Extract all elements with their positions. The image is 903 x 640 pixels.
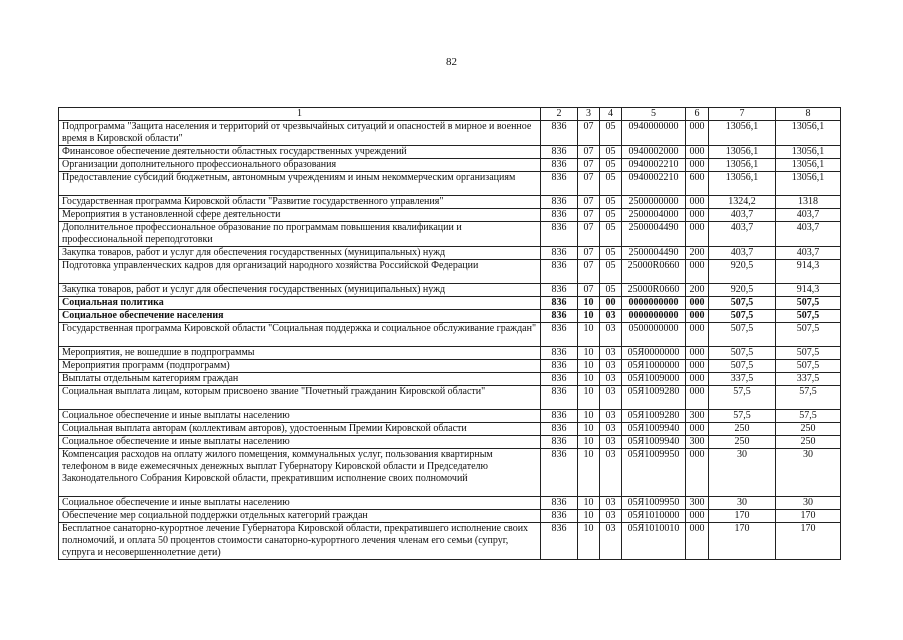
target-article-cell: 0500000000 — [622, 323, 686, 347]
target-article-cell: 0940000000 — [622, 121, 686, 146]
target-article-cell: 2500004490 — [622, 222, 686, 247]
column-header: 7 — [709, 108, 776, 121]
table-row — [59, 209, 841, 222]
amount-year1-cell: 920,5 — [709, 260, 776, 284]
amount-year2-cell: 30 — [776, 497, 841, 510]
admin-code-cell: 836 — [541, 222, 578, 247]
section-cell: 07 — [578, 284, 600, 297]
subsection-cell: 05 — [600, 172, 622, 196]
table-row — [59, 310, 841, 323]
amount-year1-cell: 250 — [709, 423, 776, 436]
table-row — [59, 247, 841, 260]
section-cell: 10 — [578, 449, 600, 497]
admin-code-cell: 836 — [541, 297, 578, 310]
target-article-cell: 05Я1009940 — [622, 423, 686, 436]
expense-type-cell: 000 — [686, 386, 709, 410]
amount-year1-cell: 13056,1 — [709, 159, 776, 172]
row-name-cell: Социальная выплата авторам (коллективам авторов), удостоенным Премии Кировской области — [59, 423, 541, 436]
amount-year2-cell: 337,5 — [776, 373, 841, 386]
subsection-cell: 03 — [600, 510, 622, 523]
target-article-cell: 05Я1009950 — [622, 449, 686, 497]
row-name-cell: Государственная программа Кировской области "Развитие государственного управления" — [59, 196, 541, 209]
amount-year1-cell: 30 — [709, 449, 776, 497]
admin-code-cell: 836 — [541, 310, 578, 323]
subsection-cell: 03 — [600, 347, 622, 360]
row-name-cell: Государственная программа Кировской области "Социальная поддержка и социальное обслуживание граждан" — [59, 323, 541, 347]
subsection-cell: 05 — [600, 222, 622, 247]
section-cell: 10 — [578, 297, 600, 310]
table-row — [59, 196, 841, 209]
amount-year2-cell: 250 — [776, 423, 841, 436]
subsection-cell: 05 — [600, 260, 622, 284]
row-name-cell: Закупка товаров, работ и услуг для обеспечения государственных (муниципальных) нужд — [59, 247, 541, 260]
table-row — [59, 497, 841, 510]
section-cell: 10 — [578, 386, 600, 410]
admin-code-cell: 836 — [541, 423, 578, 436]
amount-year2-cell: 57,5 — [776, 386, 841, 410]
subsection-cell: 05 — [600, 284, 622, 297]
admin-code-cell: 836 — [541, 323, 578, 347]
expense-type-cell: 000 — [686, 347, 709, 360]
row-name-cell: Социальное обеспечение и иные выплаты населению — [59, 436, 541, 449]
expense-type-cell: 000 — [686, 260, 709, 284]
amount-year2-cell: 13056,1 — [776, 159, 841, 172]
target-article-cell: 0000000000 — [622, 297, 686, 310]
subsection-cell: 05 — [600, 247, 622, 260]
admin-code-cell: 836 — [541, 510, 578, 523]
section-cell: 10 — [578, 510, 600, 523]
expense-type-cell: 300 — [686, 497, 709, 510]
target-article-cell: 25000R0660 — [622, 260, 686, 284]
section-cell: 07 — [578, 209, 600, 222]
admin-code-cell: 836 — [541, 121, 578, 146]
section-cell: 10 — [578, 423, 600, 436]
amount-year2-cell: 507,5 — [776, 360, 841, 373]
section-cell: 07 — [578, 260, 600, 284]
amount-year1-cell: 13056,1 — [709, 146, 776, 159]
amount-year1-cell: 57,5 — [709, 386, 776, 410]
section-cell: 07 — [578, 196, 600, 209]
target-article-cell: 05Я1009280 — [622, 386, 686, 410]
admin-code-cell: 836 — [541, 386, 578, 410]
row-name-cell: Социальное обеспечение населения — [59, 310, 541, 323]
expense-type-cell: 300 — [686, 410, 709, 423]
target-article-cell: 25000R0660 — [622, 284, 686, 297]
amount-year1-cell: 403,7 — [709, 247, 776, 260]
amount-year2-cell: 403,7 — [776, 222, 841, 247]
amount-year1-cell: 30 — [709, 497, 776, 510]
row-name-cell: Организации дополнительного профессионального образования — [59, 159, 541, 172]
admin-code-cell: 836 — [541, 146, 578, 159]
expense-type-cell: 000 — [686, 323, 709, 347]
amount-year1-cell: 403,7 — [709, 222, 776, 247]
row-name-cell: Социальная выплата лицам, которым присвоено звание "Почетный гражданин Кировской области" — [59, 386, 541, 410]
expense-type-cell: 000 — [686, 222, 709, 247]
expense-type-cell: 000 — [686, 449, 709, 497]
table-row — [59, 347, 841, 360]
amount-year1-cell: 13056,1 — [709, 172, 776, 196]
subsection-cell: 05 — [600, 146, 622, 159]
section-cell: 10 — [578, 436, 600, 449]
amount-year2-cell: 914,3 — [776, 260, 841, 284]
table-row — [59, 323, 841, 347]
amount-year1-cell: 250 — [709, 436, 776, 449]
table-row — [59, 386, 841, 410]
expense-type-cell: 200 — [686, 284, 709, 297]
table-row — [59, 423, 841, 436]
expense-type-cell: 000 — [686, 146, 709, 159]
amount-year1-cell: 1324,2 — [709, 196, 776, 209]
amount-year2-cell: 1318 — [776, 196, 841, 209]
admin-code-cell: 836 — [541, 373, 578, 386]
expense-type-cell: 000 — [686, 159, 709, 172]
section-cell: 07 — [578, 172, 600, 196]
column-header: 6 — [686, 108, 709, 121]
table-row — [59, 449, 841, 497]
subsection-cell: 03 — [600, 410, 622, 423]
row-name-cell: Социальное обеспечение и иные выплаты населению — [59, 410, 541, 423]
admin-code-cell: 836 — [541, 410, 578, 423]
amount-year1-cell: 920,5 — [709, 284, 776, 297]
section-cell: 10 — [578, 360, 600, 373]
amount-year1-cell: 507,5 — [709, 347, 776, 360]
amount-year2-cell: 507,5 — [776, 323, 841, 347]
amount-year1-cell: 507,5 — [709, 310, 776, 323]
column-header: 2 — [541, 108, 578, 121]
table-header-row — [59, 108, 841, 121]
section-cell: 10 — [578, 310, 600, 323]
admin-code-cell: 836 — [541, 260, 578, 284]
expense-type-cell: 300 — [686, 436, 709, 449]
amount-year2-cell: 30 — [776, 449, 841, 497]
amount-year1-cell: 507,5 — [709, 323, 776, 347]
target-article-cell: 0000000000 — [622, 310, 686, 323]
row-name-cell: Подготовка управленческих кадров для организаций народного хозяйства Российской Федерации — [59, 260, 541, 284]
target-article-cell: 2500004490 — [622, 247, 686, 260]
table-row — [59, 284, 841, 297]
amount-year2-cell: 170 — [776, 523, 841, 560]
row-name-cell: Бесплатное санаторно-курортное лечение Губернатора Кировской области, прекратившего исполнение своих полномочий, и оплата 50 процентов стоимости санаторно-курортного лечения членам его семьи (супруг, супруга и несовершеннолетние дети) — [59, 523, 541, 560]
subsection-cell: 05 — [600, 196, 622, 209]
amount-year1-cell: 337,5 — [709, 373, 776, 386]
admin-code-cell: 836 — [541, 172, 578, 196]
amount-year2-cell: 507,5 — [776, 310, 841, 323]
target-article-cell: 05Я1010010 — [622, 523, 686, 560]
amount-year1-cell: 170 — [709, 510, 776, 523]
column-header: 3 — [578, 108, 600, 121]
table-row — [59, 260, 841, 284]
subsection-cell: 03 — [600, 436, 622, 449]
subsection-cell: 05 — [600, 159, 622, 172]
table-row — [59, 146, 841, 159]
section-cell: 10 — [578, 347, 600, 360]
subsection-cell: 03 — [600, 360, 622, 373]
admin-code-cell: 836 — [541, 360, 578, 373]
subsection-cell: 00 — [600, 297, 622, 310]
target-article-cell: 05Я1009940 — [622, 436, 686, 449]
amount-year2-cell: 403,7 — [776, 209, 841, 222]
table-row — [59, 172, 841, 196]
table-row — [59, 159, 841, 172]
expense-type-cell: 600 — [686, 172, 709, 196]
target-article-cell: 2500004000 — [622, 209, 686, 222]
admin-code-cell: 836 — [541, 209, 578, 222]
subsection-cell: 03 — [600, 423, 622, 436]
table-row — [59, 523, 841, 560]
target-article-cell: 05Я1009000 — [622, 373, 686, 386]
table-row — [59, 436, 841, 449]
column-header: 4 — [600, 108, 622, 121]
section-cell: 07 — [578, 121, 600, 146]
expense-type-cell: 000 — [686, 523, 709, 560]
amount-year2-cell: 13056,1 — [776, 146, 841, 159]
amount-year2-cell: 250 — [776, 436, 841, 449]
expense-type-cell: 000 — [686, 310, 709, 323]
admin-code-cell: 836 — [541, 247, 578, 260]
section-cell: 07 — [578, 146, 600, 159]
section-cell: 07 — [578, 247, 600, 260]
section-cell: 07 — [578, 222, 600, 247]
row-name-cell: Дополнительное профессиональное образование по программам повышения квалификации и профессиональной переподготовки — [59, 222, 541, 247]
amount-year1-cell: 403,7 — [709, 209, 776, 222]
row-name-cell: Мероприятия в установленной сфере деятельности — [59, 209, 541, 222]
amount-year1-cell: 507,5 — [709, 297, 776, 310]
column-header: 5 — [622, 108, 686, 121]
row-name-cell: Социальная политика — [59, 297, 541, 310]
target-article-cell: 05Я0000000 — [622, 347, 686, 360]
target-article-cell: 05Я1009950 — [622, 497, 686, 510]
amount-year2-cell: 914,3 — [776, 284, 841, 297]
admin-code-cell: 836 — [541, 347, 578, 360]
amount-year2-cell: 170 — [776, 510, 841, 523]
section-cell: 10 — [578, 373, 600, 386]
amount-year2-cell: 507,5 — [776, 347, 841, 360]
subsection-cell: 03 — [600, 310, 622, 323]
target-article-cell: 2500000000 — [622, 196, 686, 209]
row-name-cell: Социальное обеспечение и иные выплаты населению — [59, 497, 541, 510]
table-row — [59, 222, 841, 247]
row-name-cell: Подпрограмма "Защита населения и территорий от чрезвычайных ситуаций и опасностей в мирное и военное время в Кировской области" — [59, 121, 541, 146]
amount-year2-cell: 13056,1 — [776, 172, 841, 196]
expense-type-cell: 000 — [686, 196, 709, 209]
expense-type-cell: 000 — [686, 510, 709, 523]
subsection-cell: 03 — [600, 373, 622, 386]
amount-year2-cell: 403,7 — [776, 247, 841, 260]
row-name-cell: Мероприятия, не вошедшие в подпрограммы — [59, 347, 541, 360]
amount-year2-cell: 57,5 — [776, 410, 841, 423]
subsection-cell: 05 — [600, 121, 622, 146]
expense-type-cell: 200 — [686, 247, 709, 260]
expense-type-cell: 000 — [686, 360, 709, 373]
amount-year1-cell: 13056,1 — [709, 121, 776, 146]
subsection-cell: 03 — [600, 449, 622, 497]
subsection-cell: 03 — [600, 497, 622, 510]
target-article-cell: 0940002210 — [622, 159, 686, 172]
admin-code-cell: 836 — [541, 523, 578, 560]
admin-code-cell: 836 — [541, 196, 578, 209]
section-cell: 10 — [578, 410, 600, 423]
row-name-cell: Компенсация расходов на оплату жилого помещения, коммунальных услуг, пользования квартирным телефоном в виде ежемесячных денежных выплат Губернатору Кировской области и Председателю Законодательного Собрания Кировской области, прекратившим исполнение своих полномочий — [59, 449, 541, 497]
table-row — [59, 360, 841, 373]
section-cell: 10 — [578, 523, 600, 560]
target-article-cell: 0940002000 — [622, 146, 686, 159]
target-article-cell: 0940002210 — [622, 172, 686, 196]
expense-type-cell: 000 — [686, 209, 709, 222]
row-name-cell: Предоставление субсидий бюджетным, автономным учреждениям и иным некоммерческим организациям — [59, 172, 541, 196]
page-number: 82 — [446, 56, 457, 68]
table-row — [59, 410, 841, 423]
amount-year2-cell: 507,5 — [776, 297, 841, 310]
table-row — [59, 373, 841, 386]
row-name-cell: Мероприятия программ (подпрограмм) — [59, 360, 541, 373]
target-article-cell: 05Я1010000 — [622, 510, 686, 523]
column-header: 1 — [59, 108, 541, 121]
row-name-cell: Закупка товаров, работ и услуг для обеспечения государственных (муниципальных) нужд — [59, 284, 541, 297]
admin-code-cell: 836 — [541, 449, 578, 497]
budget-table — [58, 107, 841, 560]
table-body — [59, 121, 841, 560]
admin-code-cell: 836 — [541, 436, 578, 449]
table-row — [59, 121, 841, 146]
amount-year2-cell: 13056,1 — [776, 121, 841, 146]
amount-year1-cell: 170 — [709, 523, 776, 560]
expense-type-cell: 000 — [686, 373, 709, 386]
row-name-cell: Выплаты отдельным категориям граждан — [59, 373, 541, 386]
target-article-cell: 05Я1000000 — [622, 360, 686, 373]
section-cell: 10 — [578, 497, 600, 510]
column-header: 8 — [776, 108, 841, 121]
admin-code-cell: 836 — [541, 284, 578, 297]
amount-year1-cell: 57,5 — [709, 410, 776, 423]
row-name-cell: Финансовое обеспечение деятельности областных государственных учреждений — [59, 146, 541, 159]
expense-type-cell: 000 — [686, 121, 709, 146]
section-cell: 07 — [578, 159, 600, 172]
section-cell: 10 — [578, 323, 600, 347]
admin-code-cell: 836 — [541, 497, 578, 510]
table-row — [59, 510, 841, 523]
expense-type-cell: 000 — [686, 423, 709, 436]
table-row — [59, 297, 841, 310]
target-article-cell: 05Я1009280 — [622, 410, 686, 423]
subsection-cell: 03 — [600, 386, 622, 410]
subsection-cell: 03 — [600, 323, 622, 347]
subsection-cell: 03 — [600, 523, 622, 560]
amount-year1-cell: 507,5 — [709, 360, 776, 373]
expense-type-cell: 000 — [686, 297, 709, 310]
subsection-cell: 05 — [600, 209, 622, 222]
admin-code-cell: 836 — [541, 159, 578, 172]
row-name-cell: Обеспечение мер социальной поддержки отдельных категорий граждан — [59, 510, 541, 523]
